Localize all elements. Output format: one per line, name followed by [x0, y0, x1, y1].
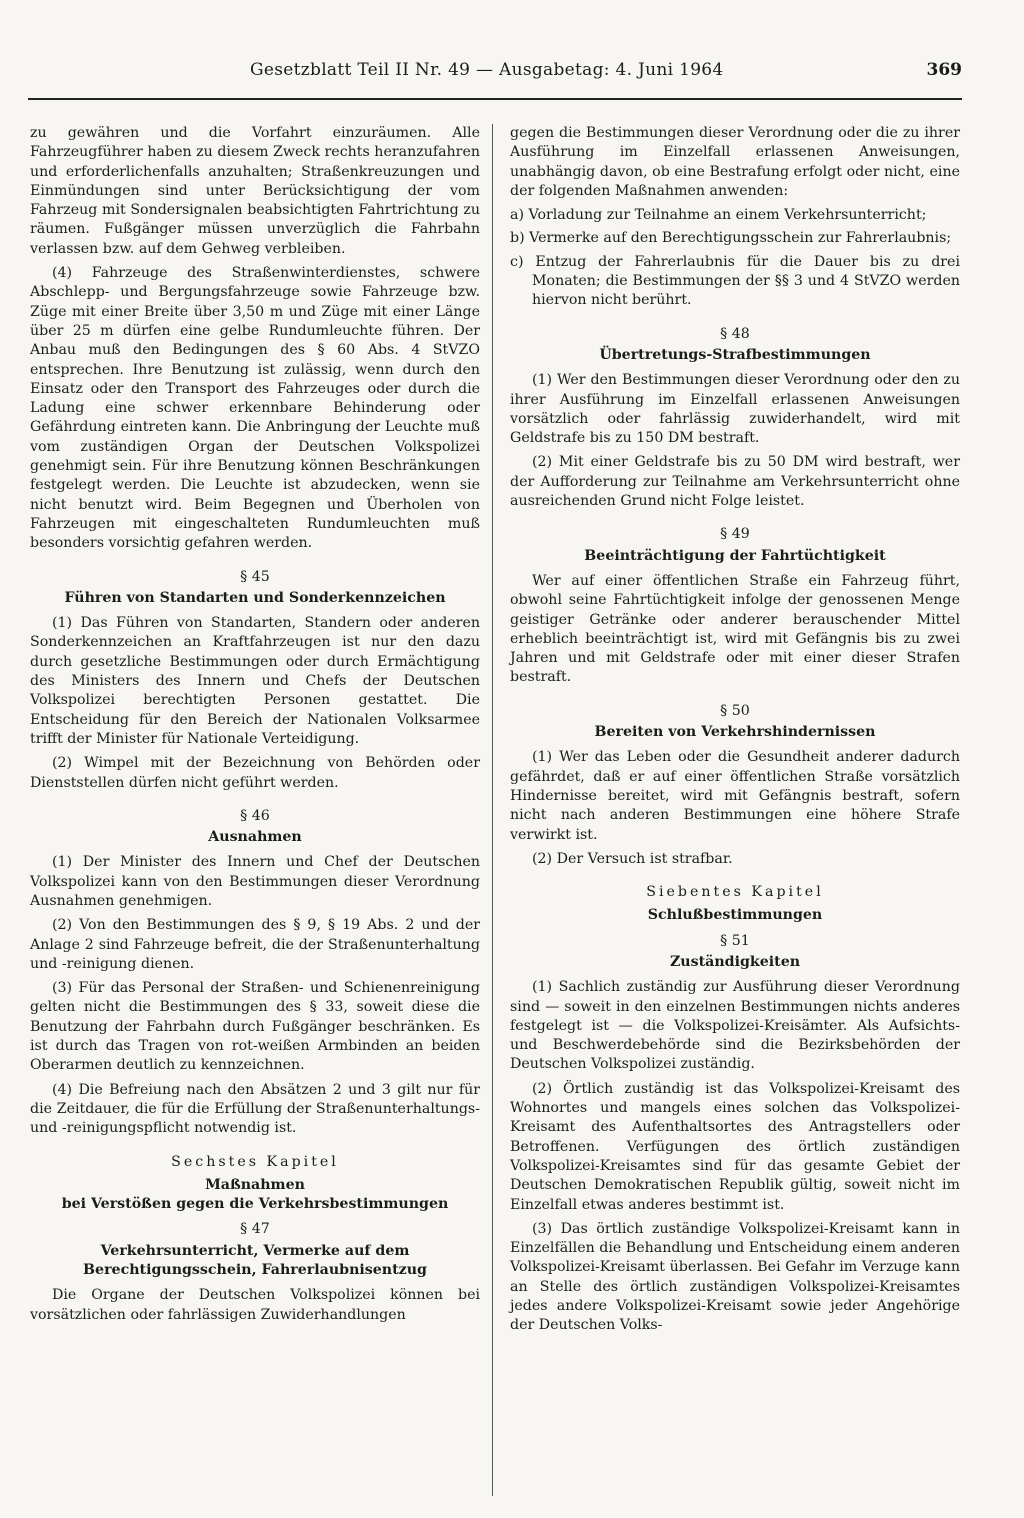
section-title: Ausnahmen	[208, 829, 302, 846]
section-title: Beeinträchtigung der Fahrtüchtigkeit	[584, 547, 886, 564]
paragraph: gegen die Bestimmungen dieser Verordnung oder die zu ihrer Ausführung im Einzelfall erlassenen Anweisungen, unabhängig davon, ob eine Bestrafung erfolgt oder nicht, eine der folgenden Maßnahmen anwenden:	[510, 125, 960, 199]
section-title: Verkehrsunterricht, Vermerke auf dem	[100, 1242, 410, 1259]
paragraph: (1) Wer das Leben oder die Gesundheit anderer dadurch gefährdet, daß er auf einer öffentlichen Straße vorsätzlich Hindernisse bereitet, wird mit Gefängnis bestraft, sofern nicht nach anderen Bestimmungen eine höhere Strafe verwirkt ist.	[510, 749, 960, 843]
paragraph: (2) Von den Bestimmungen des § 9, § 19 Abs. 2 und der Anlage 2 sind Fahrzeuge befreit, die der Straßenunterhaltung und -reinigung dienen.	[30, 917, 480, 972]
paragraph: (2) Mit einer Geldstrafe bis zu 50 DM wird bestraft, wer der Aufforderung zur Teilnahme am Verkehrsunterricht ohne ausreichenden Grund nicht Folge leistet.	[510, 454, 960, 510]
section-title: Berechtigungsschein, Fahrerlaubnisentzug	[83, 1262, 427, 1279]
paragraph: (3) Das örtlich zuständige Volkspolizei-Kreisamt kann in Einzelfällen die Behandlung und Entscheidung einem anderen Volkspolizei-Kreisamt überlassen. Bei Gefahr im Verzuge kann an Stelle des örtlich zuständigen Volkspolizei-Kreisamtes jedes andere Volkspolizei-Kreisamt sowie jeder Angehörige der Deutschen Volks-	[510, 1220, 960, 1334]
chapter-title: Schlußbestimmungen	[647, 907, 823, 924]
page-number: 369	[926, 60, 962, 80]
chapter-label: Siebentes Kapitel	[646, 884, 824, 901]
paragraph: (1) Sachlich zuständig zur Ausführung dieser Verordnung sind — soweit in den einzelnen Bestimmungen nichts anderes festgelegt ist — die Volkspolizei-Kreisämter. Als Aufsichts- und Beschwerdebehörde sind die Bezirksbehörden der Deutschen Volkspolizei zuständig.	[510, 979, 960, 1073]
right-column	[510, 124, 960, 1341]
section-title: Führen von Standarten und Sonderkennzeichen	[64, 589, 446, 606]
paragraph: (3) Für das Personal der Straßen- und Schienenreinigung gelten nicht die Bestimmungen des § 33, soweit diese die Benutzung der Fahrbahn durch Fußgänger beschränken. Es ist durch das Tragen von rot-weißen Armbinden an beiden Oberarmen deutlich zu kennzeichnen.	[30, 980, 480, 1074]
section-number: § 48	[720, 325, 750, 342]
paragraph: (1) Wer den Bestimmungen dieser Verordnung oder den zu ihrer Ausführung im Einzelfall erlassenen Anweisungen vorsätzlich oder fahrlässig zuwiderhandelt, wird mit Geldstrafe bis zu 150 DM bestraft.	[510, 372, 960, 447]
paragraph: zu gewähren und die Vorfahrt einzuräumen. Alle Fahrzeugführer haben zu diesem Zweck rechts heranzufahren und erforderlichenfalls anzuhalten; Straßenkreuzungen und Einmündungen sind unter Berücksichtigung der vom Fahrzeug mit Sondersignalen beabsichtigten Fahrtrichtung zu räumen. Fußgänger müssen unverzüglich die Fahrbahn verlassen bzw. auf dem Gehweg verbleiben.	[30, 125, 480, 257]
chapter-label: Sechstes Kapitel	[171, 1153, 339, 1170]
paragraph: (2) Wimpel mit der Bezeichnung von Behörden oder Dienststellen dürfen nicht geführt werden.	[30, 755, 480, 791]
paragraph: (2) Örtlich zuständig ist das Volkspolizei-Kreisamt des Wohnortes und mangels eines solchen das Volkspolizei-Kreisamt des Aufenthaltsortes des Antragstellers oder Betroffenen. Verfügungen des örtlich zuständigen Volkspolizei-Kreisamtes sind für das gesamte Gebiet der Deutschen Demokratischen Republik gültig, soweit nicht im Einzelfall etwas anderes bestimmt ist.	[510, 1080, 960, 1213]
chapter-title: Maßnahmen	[205, 1176, 305, 1193]
paragraph: (1) Das Führen von Standarten, Standern oder anderen Sonderkennzeichen an Kraftfahrzeugen ist nur den dazu durch gesetzliche Bestimmungen oder durch Ermächtigung des Ministers des Innern und Chefs der Deutschen Volkspolizei berechtigten Personen gestattet. Die Entscheidung für den Bereich der Nationalen Volksarmee trifft der Minister für Nationale Verteidigung.	[30, 615, 480, 747]
section-number: § 50	[720, 702, 750, 719]
section-number: § 45	[240, 568, 270, 585]
section-title: Zuständigkeiten	[669, 953, 801, 970]
paragraph: Wer auf einer öffentlichen Straße ein Fahrzeug führt, obwohl seine Fahrtüchtigkeit infolge der genossenen Menge geistiger Getränke oder anderer berauschender Mittel erheblich beeinträchtigt ist, wird mit Gefängnis bis zu zwei Jahren und mit Geldstrafe oder mit einer dieser Strafen bestraft.	[510, 572, 960, 686]
paragraph: Die Organe der Deutschen Volkspolizei können bei vorsätzlichen oder fahrlässigen Zuwiderhandlungen	[30, 1287, 480, 1323]
section-number: § 51	[720, 932, 750, 949]
list-item: c) Entzug der Fahrerlaubnis für die Dauer bis zu drei Monaten; die Bestimmungen der §§ 3 und 4 StVZO werden hiervon nicht berührt.	[510, 253, 960, 309]
section-title: Bereiten von Verkehrshindernissen	[594, 724, 876, 741]
section-title: Übertretungs-Strafbestimmungen	[599, 346, 871, 363]
left-column	[30, 124, 480, 1330]
paragraph: (4) Fahrzeuge des Straßenwinterdienstes, schwere Abschlepp- und Bergungsfahrzeuge sowie Fahrzeuge bzw. Züge mit einer Breite über 3,50 m und Züge mit einer Länge über 25 m dürfen eine gelbe Rundumleuchte führen. Der Anbau muß den Bedingungen des § 60 Abs. 4 StVZO entsprechen. Ihre Benutzung ist zulässig, wenn durch den Einsatz oder den Transport des Fahrzeuges oder durch die Ladung eine schwer erkennbare Behinderung oder Gefährdung eintreten kann. Die Anbringung der Leuchte muß vom zuständigen Organ der Deutschen Volkspolizei genehmigt sein. Für ihre Benutzung können Beschränkungen festgelegt werden. Die Leuchte ist abzudecken, wenn sie nicht benutzt wird. Beim Begegnen und Überholen von Fahrzeugen mit eingeschalteten Rundumleuchten muß besonders vorsichtig gefahren werden.	[30, 265, 480, 552]
column-divider	[492, 124, 493, 1496]
page-header	[28, 60, 962, 100]
section-number: § 47	[240, 1221, 270, 1238]
chapter-title: bei Verstößen gegen die Verkehrsbestimmungen	[61, 1196, 449, 1213]
header-title: Gesetzblatt Teil II Nr. 49 — Ausgabetag: 4. Juni 1964	[250, 60, 724, 80]
list-item: b) Vermerke auf den Berechtigungsschein zur Fahrerlaubnis;	[510, 230, 952, 247]
paragraph: (1) Der Minister des Innern und Chef der Deutschen Volkspolizei kann von den Bestimmungen dieser Verordnung Ausnahmen genehmigen.	[30, 854, 480, 909]
section-number: § 49	[720, 526, 750, 543]
section-number: § 46	[240, 807, 270, 824]
paragraph: (4) Die Befreiung nach den Absätzen 2 und 3 gilt nur für die Zeitdauer, die für die Erfüllung der Straßenunterhaltungs- und -reinigungspflicht notwendig ist.	[30, 1081, 480, 1137]
list-item: a) Vorladung zur Teilnahme an einem Verkehrsunterricht;	[510, 207, 927, 224]
paragraph: (2) Der Versuch ist strafbar.	[532, 850, 733, 867]
